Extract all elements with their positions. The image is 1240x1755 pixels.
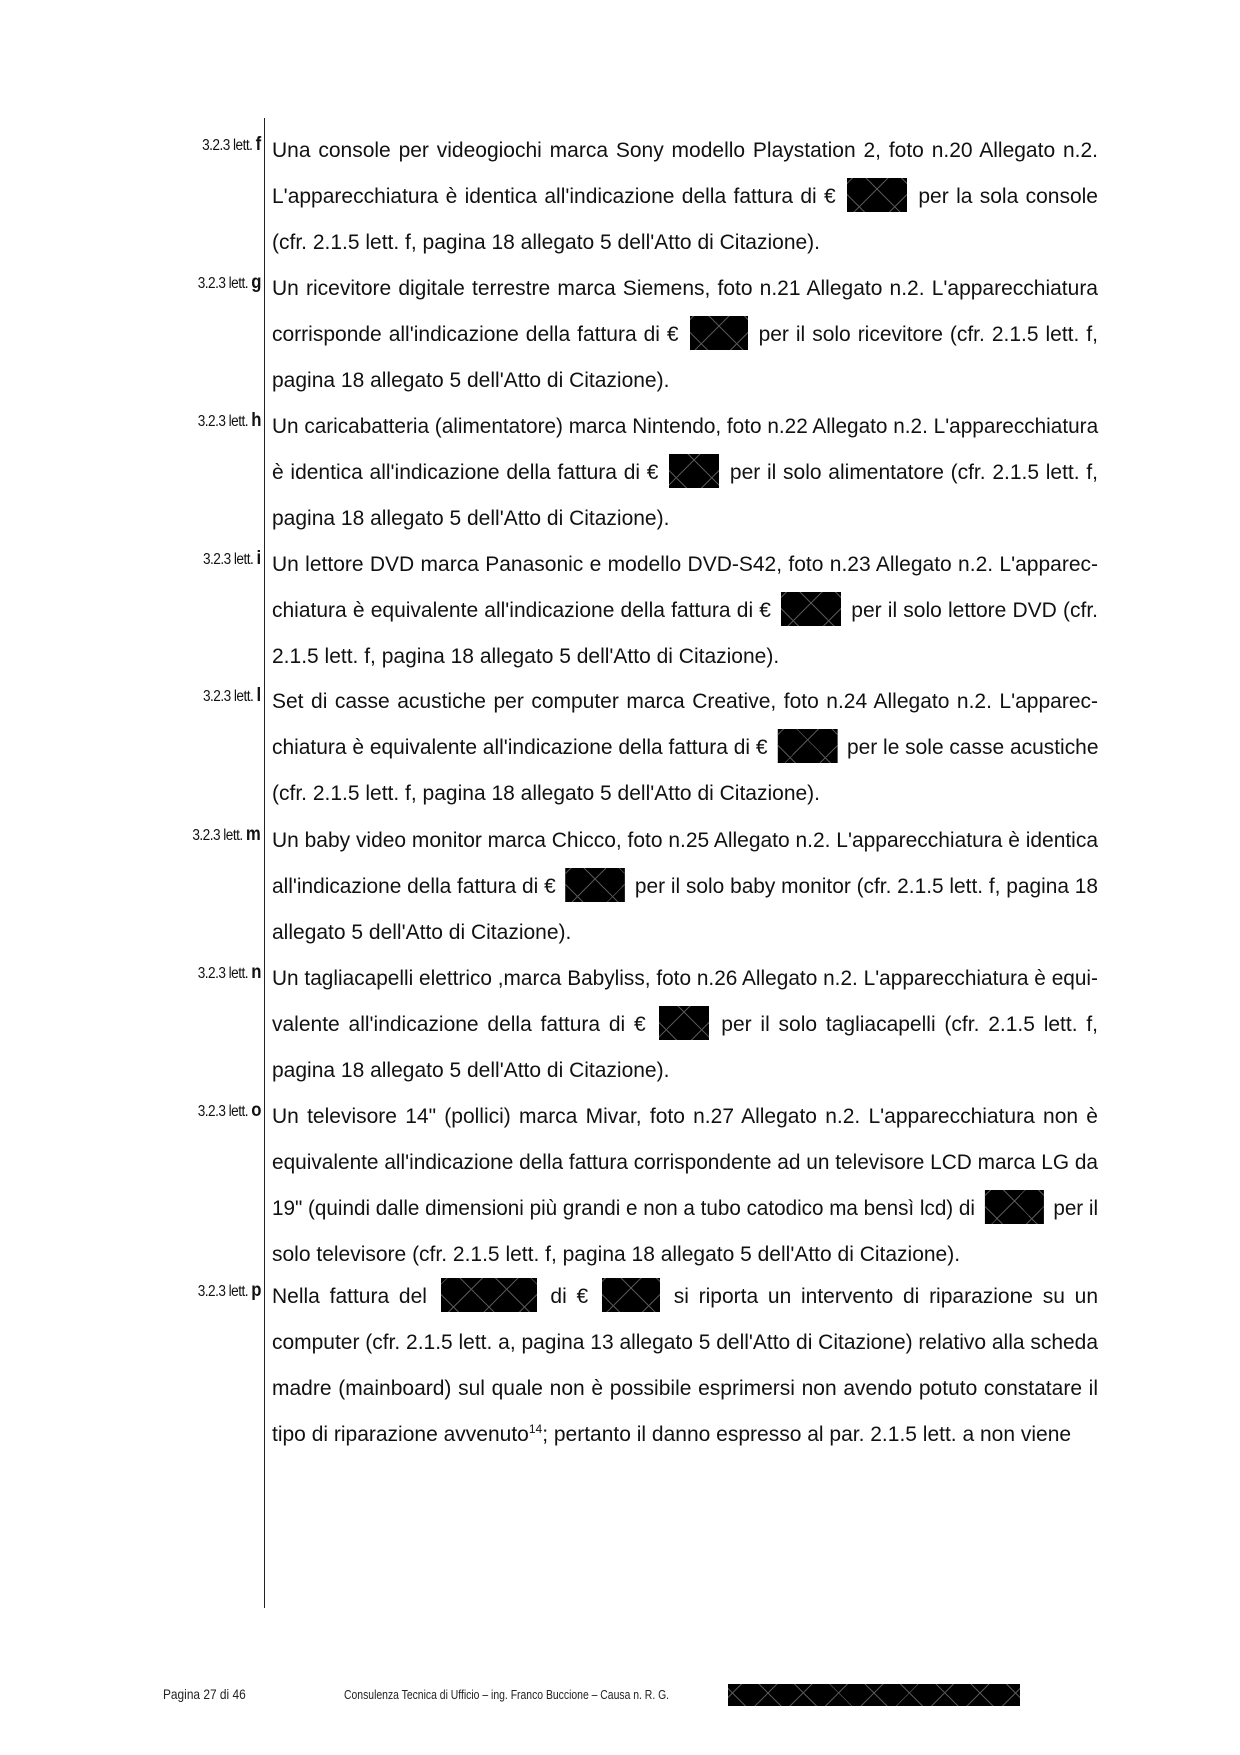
text-run: computer (cfr. 2.1.5 lett. a, pagina 13 allegato 5 dell'Atto di Citazione) relativo alla scheda: [272, 1331, 1098, 1354]
paragraph-line: [272, 1048, 1098, 1094]
redaction-block: [728, 1684, 1020, 1706]
text-run: per il: [1047, 1197, 1099, 1220]
paragraph-line: [272, 358, 1098, 404]
paragraph-line: [272, 312, 1098, 358]
paragraph-line: [272, 771, 1098, 817]
section-label: [197, 1100, 261, 1122]
margin-rule: [264, 118, 265, 1608]
text-run: Un lettore DVD marca Panasonic e modello DVD-S42, foto n.23 Allegato n.2. L'apparec-: [272, 553, 1098, 576]
text-run: L'apparecchiatura è identica all'indicazione della fattura di €: [272, 185, 844, 208]
section-label-prefix: 3.2.3 lett.: [197, 1103, 251, 1120]
section-label-prefix: 3.2.3 lett.: [197, 275, 251, 292]
paragraph-line: [272, 956, 1098, 1002]
paragraph-line: [272, 818, 1098, 864]
paragraph-line: [272, 1366, 1098, 1412]
section-label-prefix: 3.2.3 lett.: [202, 551, 257, 568]
paragraph-line: [272, 679, 1098, 725]
paragraph-line: [272, 1140, 1098, 1186]
redaction-block: [847, 178, 907, 212]
section-label: [203, 548, 261, 570]
section-paragraph: [272, 1094, 1098, 1278]
text-run: valente all'indicazione della fattura di €: [272, 1013, 655, 1036]
paragraph-line: [272, 496, 1098, 542]
section-label-prefix: 3.2.3 lett.: [197, 1283, 251, 1300]
text-run: per la sola console: [911, 185, 1098, 208]
text-run: madre (mainboard) sul quale non è possibile esprimersi non avendo potuto constatare il: [272, 1377, 1098, 1400]
text-run: per il solo tagliacapelli (cfr. 2.1.5 lett. f,: [712, 1013, 1099, 1036]
text-run: tipo di riparazione avvenuto: [272, 1423, 529, 1446]
section-label-letter: f: [255, 134, 261, 155]
page-number: Pagina 27 di 46: [163, 1686, 246, 1702]
section-label: [197, 962, 261, 984]
text-run: 2.1.5 lett. f, pagina 18 allegato 5 dell'Atto di Citazione).: [272, 645, 780, 668]
text-run: (cfr. 2.1.5 lett. f, pagina 18 allegato 5 dell'Atto di Citazione).: [272, 782, 820, 805]
section-paragraph: [272, 128, 1098, 266]
text-run: Nella fattura del: [272, 1285, 437, 1308]
paragraph-line: [272, 1274, 1098, 1320]
text-run: pagina 18 allegato 5 dell'Atto di Citazione).: [272, 369, 670, 392]
paragraph-line: [272, 174, 1098, 220]
section-label-letter: i: [256, 548, 261, 569]
paragraph-line: [272, 450, 1098, 496]
paragraph-line: [272, 220, 1098, 266]
paragraph-line: [272, 1412, 1098, 1458]
text-run: Un ricevitore digitale terrestre marca Siemens, foto n.21 Allegato n.2. L'apparecchiatura: [272, 277, 1098, 300]
redaction-block: [985, 1190, 1044, 1224]
footer-case-info: Consulenza Tecnica di Ufficio – ing. Franco Buccione – Causa n. R. G.: [344, 1687, 670, 1702]
text-run: chiatura è equivalente all'indicazione della fattura di €: [272, 599, 778, 622]
text-run: ; pertanto il danno espresso al par. 2.1.5 lett. a non viene: [542, 1423, 1072, 1446]
paragraph-line: [272, 634, 1098, 680]
text-run: è identica all'indicazione della fattura di €: [272, 461, 666, 484]
section-label: [203, 685, 261, 707]
text-run: Un baby video monitor marca Chicco, foto n.25 Allegato n.2. L'apparecchiatura è identica: [272, 829, 1098, 852]
paragraph-line: [272, 1232, 1098, 1278]
section-label-prefix: 3.2.3 lett.: [197, 965, 251, 982]
text-run: chiatura è equivalente all'indicazione della fattura di €: [272, 736, 774, 759]
footnote-ref[interactable]: 14: [528, 1422, 543, 1436]
section-label-prefix: 3.2.3 lett.: [197, 413, 251, 430]
section-label-letter: o: [250, 1100, 261, 1121]
text-run: per il solo baby monitor (cfr. 2.1.5 lett. f, pagina 18: [629, 875, 1098, 898]
text-run: (cfr. 2.1.5 lett. f, pagina 18 allegato 5 dell'Atto di Citazione).: [272, 231, 820, 254]
paragraph-line: [272, 910, 1098, 956]
section-label-letter: h: [250, 410, 261, 431]
text-run: Un televisore 14" (pollici) marca Mivar, foto n.27 Allegato n.2. L'apparecchiatura non è: [272, 1105, 1098, 1128]
redaction-block: [441, 1278, 537, 1312]
text-run: per il solo alimentatore (cfr. 2.1.5 lett. f,: [723, 461, 1099, 484]
section-label: [193, 824, 261, 846]
paragraph-line: [272, 1186, 1098, 1232]
section-label-letter: m: [246, 824, 261, 845]
section-label-prefix: 3.2.3 lett.: [201, 137, 256, 154]
section-label-letter: l: [256, 685, 261, 706]
section-label-prefix: 3.2.3 lett.: [202, 688, 257, 705]
section-label-letter: g: [250, 272, 261, 293]
paragraph-line: [272, 542, 1098, 588]
text-run: all'indicazione della fattura di €: [272, 875, 562, 898]
section-paragraph: [272, 679, 1098, 817]
section-label-letter: n: [250, 962, 261, 983]
redaction-block: [565, 868, 625, 902]
section-paragraph: [272, 956, 1098, 1094]
redaction-block: [690, 316, 748, 350]
text-run: si riporta un intervento di riparazione su un: [663, 1285, 1098, 1308]
text-run: per il solo ricevitore (cfr. 2.1.5 lett. f,: [751, 323, 1098, 346]
section-paragraph: [272, 542, 1098, 680]
section-label: [197, 1280, 261, 1302]
text-run: per il solo lettore DVD (cfr.: [845, 599, 1098, 622]
text-run: corrisponde all'indicazione della fattura di €: [272, 323, 686, 346]
text-run: Una console per videogiochi marca Sony modello Playstation 2, foto n.20 Allegato n.2.: [272, 139, 1098, 162]
section-label: [202, 134, 261, 156]
text-run: equivalente all'indicazione della fattura corrispondente ad un televisore LCD marca LG da: [272, 1151, 1098, 1174]
paragraph-line: [272, 588, 1098, 634]
text-run: solo televisore (cfr. 2.1.5 lett. f, pagina 18 allegato 5 dell'Atto di Citazione).: [272, 1243, 961, 1266]
paragraph-line: [272, 404, 1098, 450]
redaction-block: [659, 1006, 709, 1040]
text-run: pagina 18 allegato 5 dell'Atto di Citazione).: [272, 1059, 670, 1082]
text-run: allegato 5 dell'Atto di Citazione).: [272, 921, 572, 944]
paragraph-line: [272, 1320, 1098, 1366]
page-footer: [0, 1682, 1240, 1712]
text-run: 19" (quindi dalle dimensioni più grandi e non a tubo catodico ma bensì lcd) di: [272, 1197, 981, 1220]
section-paragraph: [272, 1274, 1098, 1458]
paragraph-line: [272, 1002, 1098, 1048]
text-run: per le sole casse acustiche: [841, 736, 1099, 759]
paragraph-line: [272, 266, 1098, 312]
section-label: [197, 410, 261, 432]
text-run: Un caricabatteria (alimentatore) marca Nintendo, foto n.22 Allegato n.2. L'apparecchiatura: [272, 415, 1099, 438]
redaction-block: [781, 592, 841, 626]
section-paragraph: [272, 266, 1098, 404]
redaction-block: [777, 729, 837, 763]
text-run: di €: [540, 1285, 598, 1308]
section-label-prefix: 3.2.3 lett.: [192, 827, 247, 844]
section-label-letter: p: [250, 1280, 261, 1301]
section-paragraph: [272, 818, 1098, 956]
section-paragraph: [272, 404, 1098, 542]
text-run: Un tagliacapelli elettrico ,marca Babyliss, foto n.26 Allegato n.2. L'apparecchiatura è equi-: [272, 967, 1098, 990]
text-run: pagina 18 allegato 5 dell'Atto di Citazione).: [272, 507, 670, 530]
paragraph-line: [272, 1094, 1098, 1140]
redaction-block: [602, 1278, 660, 1312]
paragraph-line: [272, 864, 1098, 910]
section-label: [197, 272, 261, 294]
redaction-block: [669, 454, 719, 488]
paragraph-line: [272, 128, 1098, 174]
paragraph-line: [272, 725, 1098, 771]
text-run: Set di casse acustiche per computer marca Creative, foto n.24 Allegato n.2. L'apparec-: [272, 690, 1098, 713]
